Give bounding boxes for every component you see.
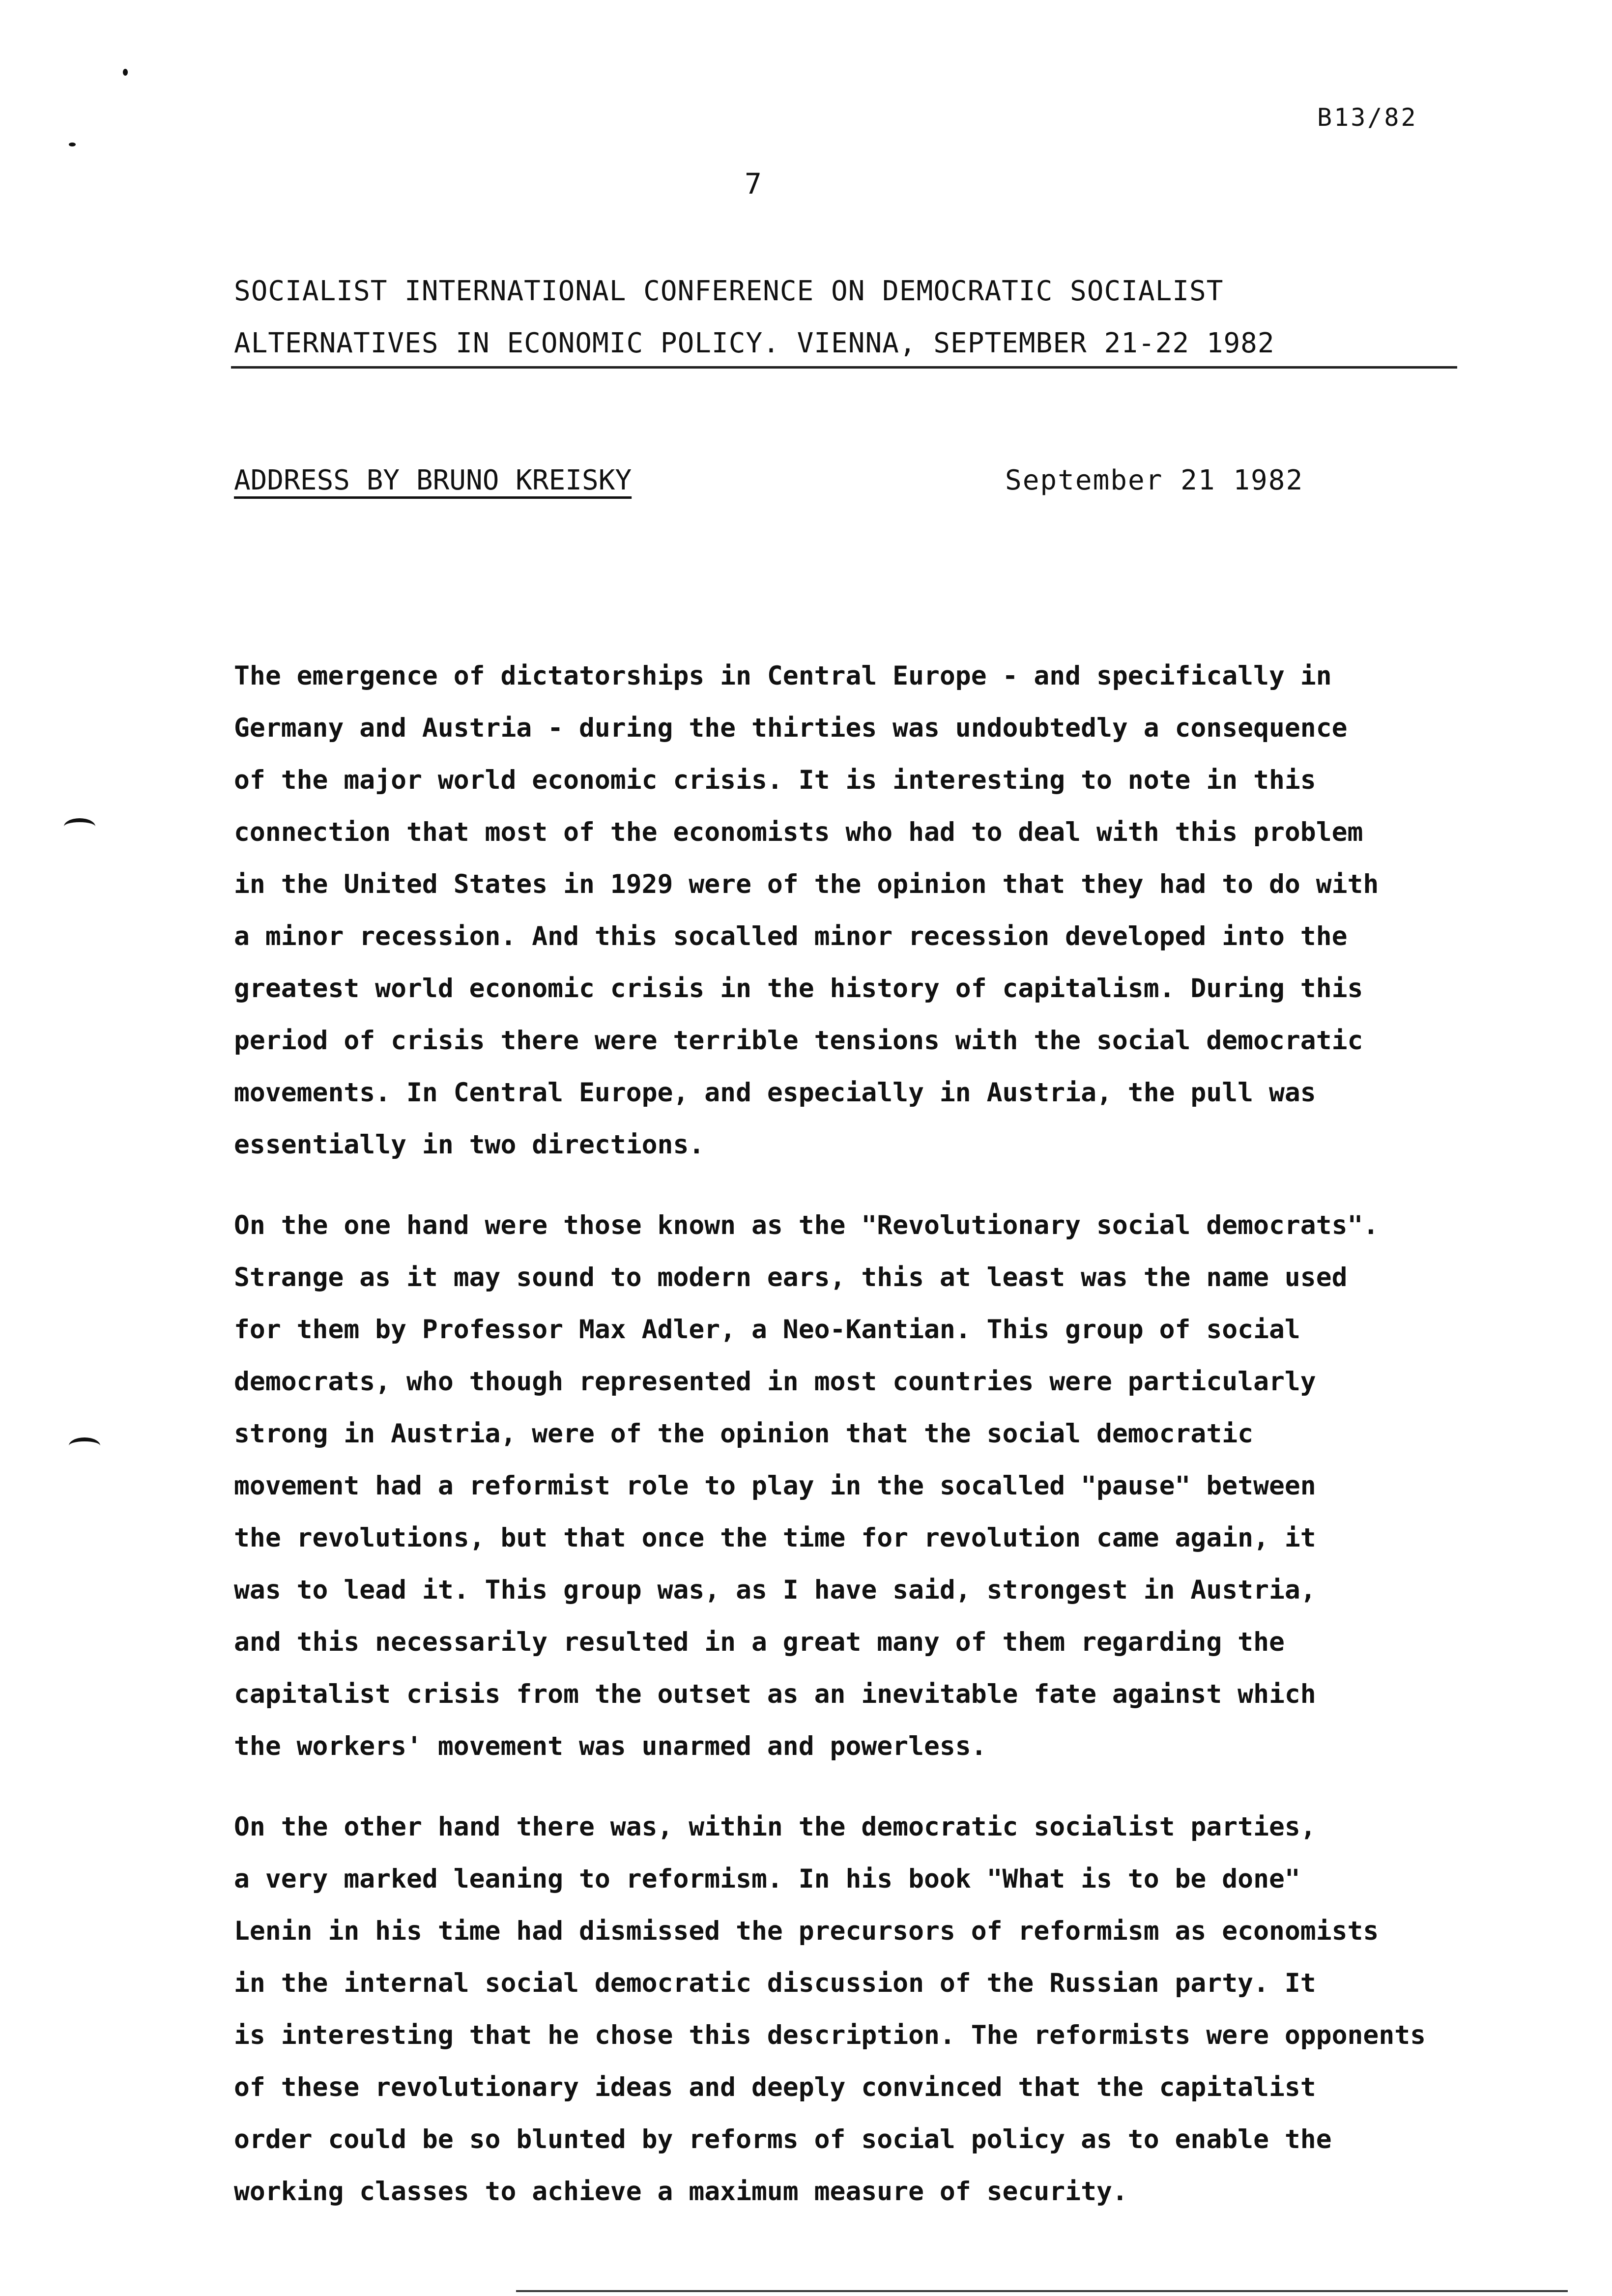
text-line: working classes to achieve a maximum measure of security. bbox=[234, 2177, 1128, 2207]
text-line: is interesting that he chose this description. The reformists were opponents bbox=[234, 2020, 1426, 2050]
address-date: September 21 1982 bbox=[1005, 464, 1304, 496]
text-line: for them by Professor Max Adler, a Neo-Kantian. This group of social bbox=[234, 1315, 1300, 1345]
title-rule bbox=[231, 366, 1457, 369]
text-line: order could be so blunted by reforms of social policy as to enable the bbox=[234, 2124, 1332, 2154]
text-line: greatest world economic crisis in the history of capitalism. During this bbox=[234, 974, 1363, 1004]
text-line: the revolutions, but that once the time for revolution came again, it bbox=[234, 1523, 1316, 1553]
text-line: On the one hand were those known as the "Revolutionary social democrats". bbox=[234, 1210, 1379, 1240]
conference-title-line: ALTERNATIVES IN ECONOMIC POLICY. VIENNA, SEPTEMBER 21-22 1982 bbox=[234, 327, 1275, 359]
text-line: of the major world economic crisis. It is interesting to note in this bbox=[234, 765, 1316, 795]
text-line: connection that most of the economists who had to deal with this problem bbox=[234, 817, 1363, 847]
text-line: the workers' movement was unarmed and powerless. bbox=[234, 1731, 987, 1761]
text-line: of these revolutionary ideas and deeply convinced that the capitalist bbox=[234, 2072, 1316, 2102]
margin-mark bbox=[69, 1437, 100, 1454]
margin-mark bbox=[64, 818, 95, 835]
conference-title-line: SOCIALIST INTERNATIONAL CONFERENCE ON DEMOCRATIC SOCIALIST bbox=[234, 275, 1224, 307]
bottom-rule bbox=[516, 2290, 1568, 2292]
page-number: 7 bbox=[745, 167, 762, 201]
text-line: in the United States in 1929 were of the opinion that they had to do with bbox=[234, 869, 1379, 899]
text-line: essentially in two directions. bbox=[234, 1130, 705, 1160]
text-line: capitalist crisis from the outset as an inevitable fate against which bbox=[234, 1679, 1316, 1709]
text-line: a minor recession. And this socalled minor recession developed into the bbox=[234, 921, 1348, 951]
margin-speck bbox=[123, 69, 128, 76]
text-line: On the other hand there was, within the democratic socialist parties, bbox=[234, 1812, 1316, 1842]
text-line: Lenin in his time had dismissed the precursors of reformism as economists bbox=[234, 1916, 1379, 1946]
margin-speck bbox=[69, 143, 76, 146]
text-line: movement had a reformist role to play in the socalled "pause" between bbox=[234, 1471, 1316, 1501]
text-line: The emergence of dictatorships in Central Europe - and specifically in bbox=[234, 661, 1332, 691]
text-line: period of crisis there were terrible tensions with the social democratic bbox=[234, 1026, 1363, 1056]
text-line: Strange as it may sound to modern ears, this at least was the name used bbox=[234, 1263, 1348, 1292]
address-heading: ADDRESS BY BRUNO KREISKY bbox=[234, 464, 632, 496]
text-line: a very marked leaning to reformism. In his book "What is to be done" bbox=[234, 1864, 1300, 1894]
text-line: in the internal social democratic discussion of the Russian party. It bbox=[234, 1968, 1316, 1998]
text-line: democrats, who though represented in most countries were particularly bbox=[234, 1367, 1316, 1397]
text-line: was to lead it. This group was, as I have said, strongest in Austria, bbox=[234, 1575, 1316, 1605]
text-line: movements. In Central Europe, and especially in Austria, the pull was bbox=[234, 1078, 1316, 1108]
text-line: and this necessarily resulted in a great many of them regarding the bbox=[234, 1627, 1285, 1657]
paragraph bbox=[234, 1200, 1536, 1773]
paragraph bbox=[234, 1801, 1536, 2218]
document-reference-code: B13/82 bbox=[1317, 103, 1418, 132]
conference-title bbox=[234, 265, 1512, 370]
text-line: strong in Austria, were of the opinion that the social democratic bbox=[234, 1419, 1254, 1449]
paragraph bbox=[234, 650, 1536, 1171]
body-text bbox=[234, 650, 1536, 2246]
text-line: Germany and Austria - during the thirties was undoubtedly a consequence bbox=[234, 713, 1348, 743]
